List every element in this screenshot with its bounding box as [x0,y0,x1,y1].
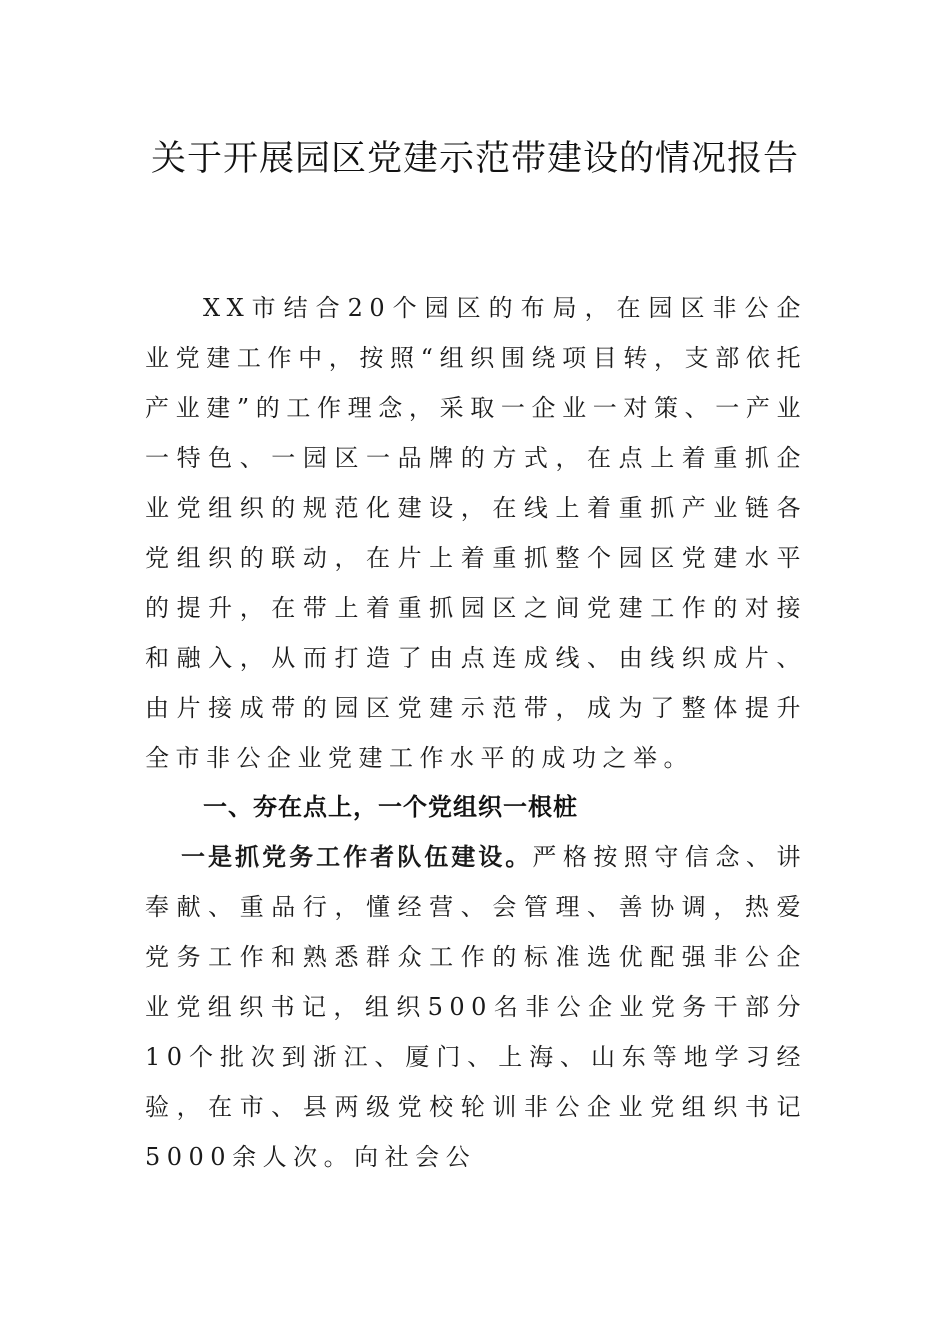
paragraph-lead-sentence: 一是抓党务工作者队伍建设。 [181,843,533,871]
document-title: 关于开展园区党建示范带建设的情况报告 [150,139,799,179]
section-heading-1: 一、夯在点上，一个党组织一根桩 [203,793,578,821]
intro-paragraph: XX市结合20个园区的布局，在园区非公企业党建工作中，按照“组织围绕项目转，支部依托产业建”的工作理念，采取一企业一对策、一产业一特色、一园区一品牌的方式，在点上着重抓企业党组织的规范化建设，在线上着重抓产业链各党组织的联动，在片上着重抓整个园区党建水平的提升，在带上着重抓园区之间党建工作的对接和融入，从而打造了由点连成线、由线织成片、由片接成带的园区党建示范带，成为了整体提升全市非公企业党建工作水平的成功之举。 [145,294,807,772]
section-1-paragraph [145,832,807,1182]
paragraph-body-text: 严格按照守信念、讲奉献、重品行，懂经营、会管理、善协调，热爱党务工作和熟悉群众工作的标准选优配强非公企业党组织书记，组织500名非公企业党务干部分10个批次到浙江、厦门、上海、山东等地学习经验，在市、县两级党校轮训非公企业党组织书记5000余人次。向社会公 [145,843,808,1171]
